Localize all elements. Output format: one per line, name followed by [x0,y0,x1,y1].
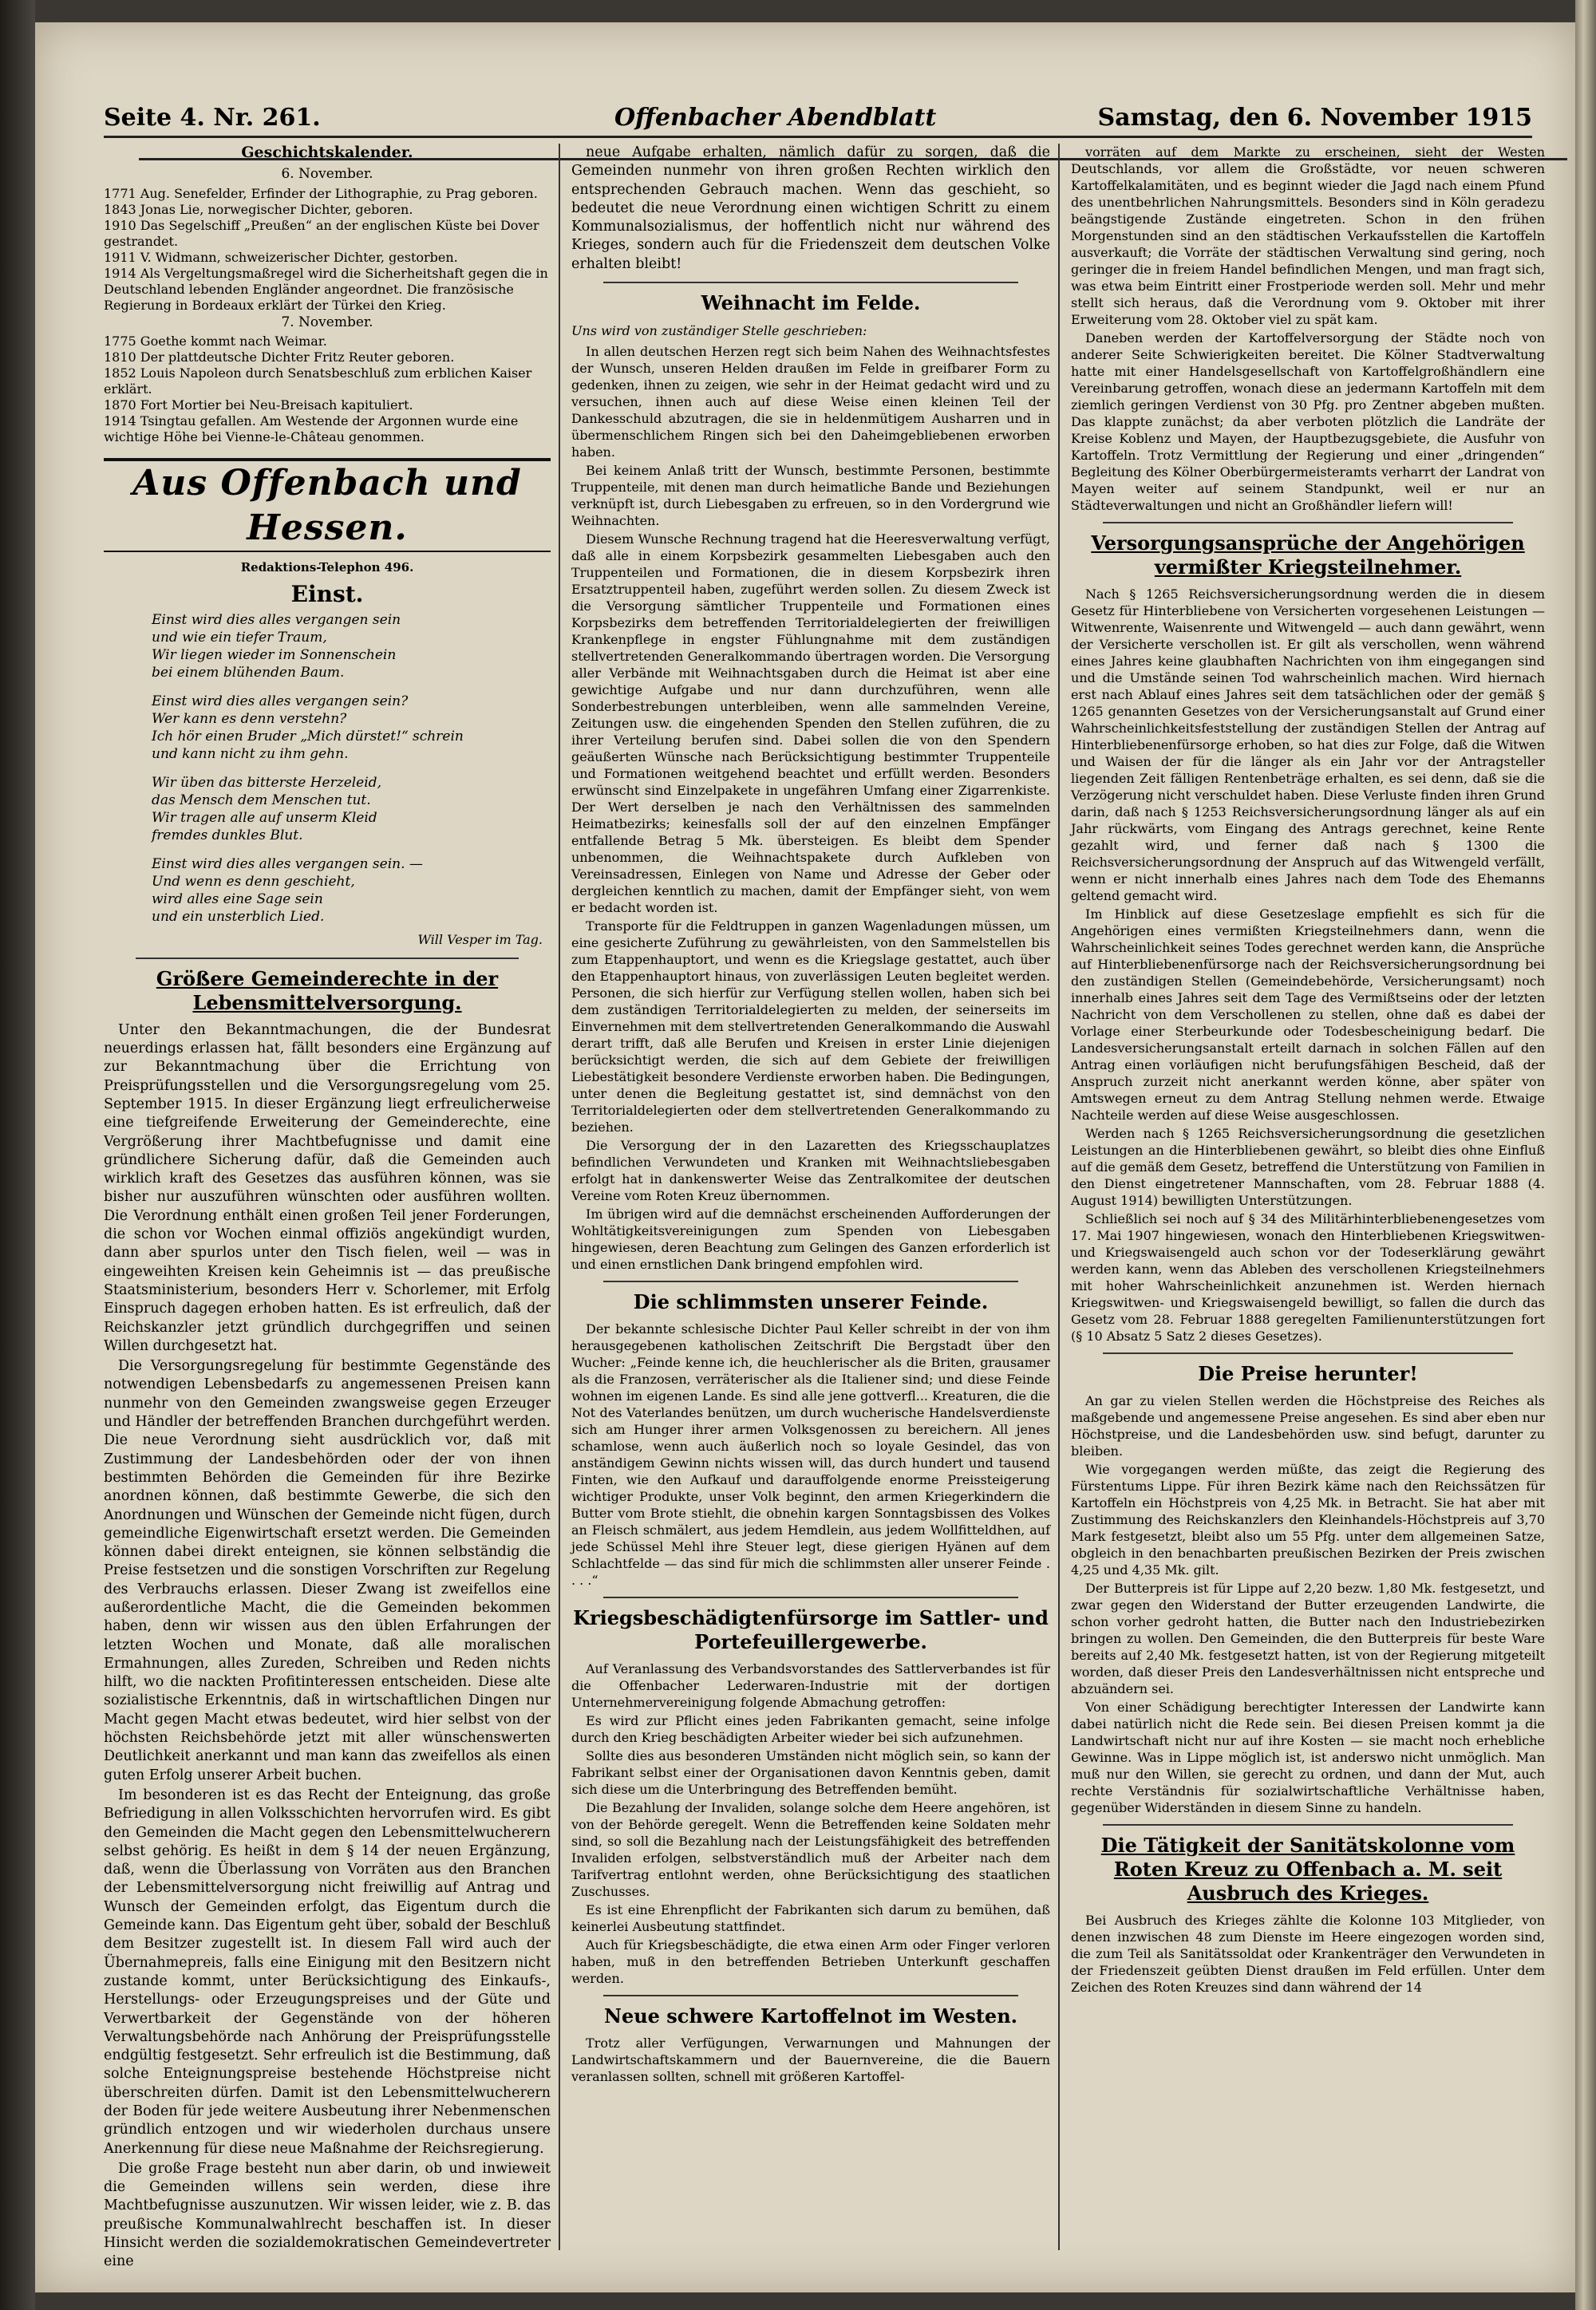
article-paragraph: Im Hinblick auf diese Gesetzeslage empfiehlt es sich für die Angehörigen eines vermißten Kriegsteilnehmers dann, wenn die Wahrscheinlichkeit seines Todes gerechnet werden kann, die Ansprüche auf Hinterbliebenenfürsorge nach der Reichsversicherungsordnung bei den zuständigen Stellen (Gemeindebehörde, Versicherungsamt) noch innerhalb eines Jahres seit dem Tage des Vermißtseins oder der letzten Nachricht von dem Verschollenen zu stellen, ohne daß es dabei der Vorlage einer Sterbeurkunde oder Todesbescheinigung bedarf. Die Landesversicherungsanstalt erteilt darnach in solchen Fällen auf den Antrag einen vorläufigen nicht berufungsfähigen Bescheid, daß der Anspruch zurzeit nicht anerkannt werden könne, aber später von Amtswegen erneut zu dem Antrag Stellung nehmen werde. Etwaige Nachteile werden auf diese Weise ausgeschlossen. [1071,906,1545,1123]
article-paragraph: Werden nach § 1265 Reichsversicherungsordnung die gesetzlichen Leistungen an die Hinterbliebenen gewährt, so bleibt dies ohne Einfluß auf die gemäß dem Gesetz, betreffend die Unterstützung von Familien in den Dienst eingetretener Mannschaften, vom 28. Februar 1888 (4. August 1914) bewilligten Unterstützungen. [1071,1126,1545,1208]
article-title-sanitaet: Die Tätigkeit der Sanitätskolonne vom Roten Kreuz zu Offenbach a. M. seit Ausbruch des Krieges. [1100,1834,1515,1905]
article-title-kartoffel: Neue schwere Kartoffelnot im Westen. [604,2004,1017,2028]
poem-line: und wie ein tiefer Traum, [152,630,327,646]
article-paragraph: Die Bezahlung der Invaliden, solange solche dem Heere angehören, ist von der Behörde geregelt. Wenn die Betreffenden keine Soldaten mehr sind, so soll die Bezahlung nach der Leistungsfähigkeit des betreffenden Invaliden erfolgen, selbstverständlich muß der Arbeiter nach dem Tarifvertrag entlohnt werden, ohne Berücksichtigung des staatlichen Zuschusses. [571,1800,1050,1900]
article-paragraph: Sollte dies aus besonderen Umständen nicht möglich sein, so kann der Fabrikant selbst einer der Organisationen davon Kenntnis geben, damit sich diese um die Unterbringung des Betreffenden bemüht. [571,1748,1050,1798]
kalender-item: 1810 Der plattdeutsche Dichter Fritz Reuter geboren. [104,349,455,365]
redaktions-telefon: Redaktions-Telephon 496. [240,559,414,575]
poem-line: Und wenn es denn geschieht, [152,874,355,890]
poem-line: und kann nicht zu ihm gehn. [152,746,349,763]
article-paragraph: Bei keinem Anlaß tritt der Wunsch, bestimmte Personen, bestimmte Truppenteile, mit denen man durch heimatliche Bande und Beziehungen verknüpft ist, durch Liebesgaben zu erfreuen, so in den Vordergrund wie Weihnachten. [571,463,1050,529]
article-paragraph: Auf Veranlassung des Verbandsvorstandes des Sattlerverbandes ist für die Offenbacher Lederwaren-Industrie mit der dortigen Unternehmervereinigung folgende Abmachung getroffen: [571,1661,1050,1711]
poem-line: und ein unsterblich Lied. [152,909,325,926]
article-paragraph: Bei Ausbruch des Krieges zählte die Kolonne 103 Mitglieder, von denen inzwischen 48 zum Dienste im Heere eingezogen worden sind, die zum Teil als Sanitätssoldat oder Krankenträger den Verwundeten in der Friedenszeit geübten Dienst draußen im Feld erfüllen. Unter dem Zeichen des Roten Kreuzes sind dann während der 14 [1071,1913,1545,1995]
article-paragraph: Unter den Bekanntmachungen, die der Bundesrat neuerdings erlassen hat, fällt besonders eine Ergänzung auf zur Bekanntmachung über die Errichtung von Preisprüfungsstellen und die Versorgungsregelung vom 25. September 1915. In dieser Ergänzung liegt erfreulicherweise eine tiefgreifende Erweiterung der Gemeinderechte, eine Vergrößerung ihrer Machtbefugnisse und damit eine gründlichere Sicherung dafür, daß die Gemeinden auch wirklich kraft des Gesetzes das ausführen können, was sie bisher nur auszuführen wünschten oder ausführen wollten. Die Verordnung enthält einen großen Teil jener Forderungen, die schon vor Wochen einmal offiziös angekündigt wurden, dann aber spurlos unter den Tisch fielen, weil — was in eingeweihten Kreisen kein Geheimnis ist — das preußische Staatsministerium, besonders Herr v. Schorlemer, mit Erfolg Einspruch dagegen erhoben hatten. Es ist erfreulich, daß der Reichskanzler jetzt gründlich durchgegriffen und seinen Willen durchgesetzt hat. [104,1021,551,1354]
article-paragraph: Im übrigen wird auf die demnächst erscheinenden Aufforderungen der Wohltätigkeitsvereinigungen zum Spenden von Liebesgaben hingewiesen, deren Beachtung zum Gelingen des Ganzen erforderlich ist und einen ernstlichen Dank bringend empfohlen wird. [571,1206,1050,1273]
kalender-item: 1843 Jonas Lie, norwegischer Dichter, geboren. [104,201,413,217]
divider [603,1597,1018,1598]
article-title-weihnacht: Weihnacht im Felde. [701,291,921,315]
article-paragraph: Wie vorgegangen werden müßte, das zeigt die Regierung des Fürstentums Lippe. Für ihren Bezirk käme nach den Reichssätzen für Kartoffeln ein Höchstpreis von 4,25 Mk. in Betracht. Sie hat aber mit Zustimmung des Reichskanzlers den Kleinhandels-Höchstpreis auf 3,70 Mark festgesetzt, bleibt also um 55 Pfg. unter dem allgemeinen Satze, obgleich in den benachbarten preußischen Bezirken der Preis zwischen 4,25 und 4,35 Mk. gilt. [1071,1462,1545,1578]
divider [136,958,519,959]
kalender-item: 1771 Aug. Senefelder, Erfinder der Lithographie, zu Prag geboren. [104,185,538,201]
article-paragraph: Nach § 1265 Reichsversicherungsordnung werden die in diesem Gesetz für Hinterbliebene von Versicherten vorgesehenen Leistungen — Witwenrente, Waisenrente und Witwengeld — auch dann gewährt, wenn der Versicherte verschollen ist. Er gilt als verschollen, wenn während eines Jahres keine glaubhaften Nachrichten von ihm eingegangen sind und die Umstände seinen Tod wahrscheinlich machen. Wird hiernach erst nach Ablauf eines Jahres seit dem tatsächlichen oder der gemäß § 1265 genannten Gesetzes von der Versicherungsanstalt auf Grund einer Wahrscheinlichkeitsfeststellung der zuständigen Stellen der Antrag auf Hinterbliebenenfürsorge erhoben, so hat dies zur Folge, daß die Witwen und Waisen der für die länger als ein Jahr vor der Antragsteller liegenden Zeit fälligen Rentenbeträge erhalten, es sei denn, daß sie die Verzögerung nicht verschuldet haben. Diese Verluste finden ihren Grund darin, daß nach § 1253 Reichsversicherungsordnung länger als auf ein Jahr rückwärts, vom Eingang des Antrags gerechnet, keine Rente gezahlt wird, und ferner daß nach § 1300 die Reichsversicherungsordnung der Anspruch auf das Witwengeld verfällt, wenn er nicht innerhalb eines Jahres nach dem Tode des Ehemanns geltend gemacht wird. [1071,586,1545,903]
divider [1103,522,1513,523]
column-3 [1058,144,1545,2250]
poem-line: Wir tragen alle auf unserm Kleid [152,810,377,827]
article-title-feinde: Die schlimmsten unserer Feinde. [633,1290,989,1314]
column-1 [104,144,551,2270]
poem-line: wird alles eine Sage sein [152,891,323,908]
poem-line: Einst wird dies alles vergangen sein? [152,693,409,710]
newspaper-title: Offenbacher Abendblatt [614,104,937,132]
article-paragraph: Der Butterpreis ist für Lippe auf 2,20 bezw. 1,80 Mk. festgesetzt, und zwar gegen den Widerstand der Butter erzeugenden Landwirte, die schon vorher gedroht hatten, die Butter nach den Industriebezirken bringen zu wollen. Den Gemeinden, die den Butterpreis für beste Ware bereits auf 2,40 Mk. festgesetzt hatten, ist von der Regierung mitgeteilt worden, daß dieser Preis den Landesverhältnissen nicht entspreche und abzuändern sei. [1071,1581,1545,1696]
divider [603,282,1018,283]
article-paragraph: Diesem Wunsche Rechnung tragend hat die Heeresverwaltung verfügt, daß alle in einem Korpsbezirk gesammelten Liebesgaben auch den Truppenteilen und Formationen, die in diesem Korpsbezirk ihren Ersatztruppenteil haben, zugeführt werden sollen. Zu diesem Zweck ist die Versorgung sämtlicher Truppenteile und Formationen eines Korpsbezirks dem betreffenden Territorialdelegierten der freiwilligen Krankenpflege in engster Fühlungnahme mit dem zuständigen stellvertretenden Generalkommando übertragen worden. Die Versorgung aller Verbände mit Weihnachtsgaben durch die Heimat ist aber eine gewichtige Aufgabe und nur dann durchzuführen, wenn alle Sonderbestrebungen unterbleiben, wenn alle sammelnden Vereine, Zeitungen usw. die eingehenden Spenden den Stellen zuführen, die zu ihrer Verteilung berufen sind. Dabei sollen die von den Spendern geäußerten Wünsche nach Berücksichtigung bestimmter Truppenteile und Formationen weitgehend beachtet und erfüllt werden. Besonders erwünscht sind Einzelpakete in ungefähren Umfang einer Zigarrenkiste. Der Wert derselben je nach den Verhältnissen des sammelnden Heimatbezirks; keinesfalls soll der auf den einzelnen Empfänger entfallende Betrag 5 Mk. übersteigen. Es bleibt dem Spender unbenommen, die Weihnachtspakete durch Aufkleben von Vereinsadressen, Einlegen von Name und Adresse der Geber oder dergleichen kenntlich zu machen, damit der Empfänger sieht, von wem er bedacht worden ist. [571,531,1050,916]
kalender-item: 1911 V. Widmann, schweizerischer Dichter, gestorben. [104,249,458,265]
poem-line: Wir üben das bitterste Herzeleid, [152,775,381,792]
article-paragraph: vorräten auf dem Markte zu erscheinen, sieht der Westen Deutschlands, vor allem die Großstädte, vor neuen schweren Kartoffelkalamitäten, und es beginnt wieder die Jagd nach einem Pfund des unentbehrlichen Nahrungsmittels. Besonders sind in Köln geradezu beängstigende Zustände eingetreten. Schon in den frühen Morgenstunden sind an den städtischen Verkaufsstellen die Kartoffeln ausverkauft; die Vorräte der städtischen Verwaltung sind gering, noch geringer die in freiem Handel befindlichen Mengen, und man fragt sich, was etwa beim Eintritt einer Frostperiode werden soll. Mehr und mehr stellt sich heraus, daß die Verordnung vom 9. Oktober mit ihrer Erweiterung vom 28. Oktober viel zu spät kam. [1071,144,1545,327]
kalender-item: 1852 Louis Napoleon durch Senatsbeschluß zum erblichen Kaiser erklärt. [104,365,532,397]
kalender-date-2: 7. November. [281,314,373,330]
article-paragraph: Es ist eine Ehrenpflicht der Fabrikanten sich darum zu bemühen, daß keinerlei Ausbeutung stattfindet. [571,1902,1050,1935]
poem-line: das Mensch dem Menschen tut. [152,792,371,809]
poem-line: Wir liegen wieder im Sonnenschein [152,647,397,664]
poem-line: bei einem blühenden Baum. [152,665,345,681]
article-title-versorgung: Versorgungsansprüche der Angehörigen vermißter Kriegsteilnehmer. [1091,531,1525,578]
article-paragraph: Es wird zur Pflicht eines jeden Fabrikanten gemacht, seine infolge durch den Krieg beschädigten Arbeiter wieder bei sich aufzunehmen. [571,1713,1050,1746]
kalender-date-1: 6. November. [281,166,373,183]
article-paragraph: Trotz aller Verfügungen, Verwarnungen und Mahnungen der Landwirtschaftskammern und der Bauernvereine, die die Bauern veranlassen sollten, schnell mit größeren Kartoffel- [571,2036,1050,2085]
kalender-title: Geschichtskalender. [241,144,413,161]
kalender-item: 1914 Als Vergeltungsmaßregel wird die Sicherheitshaft gegen die in Deutschland lebenden Engländer angeordnet. Die französische Regierung in Bordeaux erklärt der Türkei den Krieg. [104,265,548,313]
scan-gutter [0,0,35,2310]
article-paragraph: Der bekannte schlesische Dichter Paul Keller schreibt in der von ihm herausgegebenen katholischen Zeitschrift Die Bergstadt über den Wucher: „Feinde kenne ich, die heuchlerischer als die Briten, grausamer als die Franzosen, verräterischer als die Italiener sind; und diese Feinde wohnen im eigenen Lande. Es sind alle jene gottverfl... Kreaturen, die die Not des Vaterlandes benützen, um durch wucherische Handelsverdienste sich am Hunger ihrer armen Volksgenossen zu bereichern. All jenes schamlose, wenn auch äußerlich noch so loyale Gesindel, das von anständigem Gewinn nichts wissen will, das durch hundert und tausend Finten, wie den Aufkauf und darauffolgende enorme Preissteigerung wichtiger Produkte, unser Volk beginnt, den armen Kriegerkindern die Butter vom Brote stiehlt, die obnehin kargen Sonntagsbissen des Volkes an Fleisch schmälert, aus jedem Hemdlein, aus jedem Wollfitteldhen, auf jede Schüssel Mehl ihre Steuer legt, diese gierigen Hyänen auf dem Schlachtfelde — das sind für mich die schlimmsten aller unserer Feinde . . . .“ [571,1321,1050,1589]
article-paragraph: In allen deutschen Herzen regt sich beim Nahen des Weihnachtsfestes der Wunsch, unseren Helden draußen im Felde in greifbarer Form zu gedenken, ihnen zu zeigen, wie sehr in der Heimat gedacht wird und zu versuchen, ihnen auch auf diese Weise einen kleinen Teil der Dankesschuld abzutragen, die sie in heldenmütigem Ausharren und in übermenschlichem Ringen sich bei den Daheimgebliebenen erworben haben. [571,344,1050,460]
poem-line: fremdes dunkles Blut. [152,827,303,844]
poem-line: Einst wird dies alles vergangen sein. — [152,856,423,873]
article-paragraph: An gar zu vielen Stellen werden die Höchstpreise des Reiches als maßgebende und angemessene Preise angesehen. Es sind aber eben nur Höchstpreise, und die Landesbehörden usw. sind befugt, darunter zu bleiben. [1071,1393,1545,1459]
divider [603,1995,1018,1996]
poem-author: Will Vesper im Tag. [417,932,543,948]
article-title-preise: Die Preise herunter! [1198,1362,1418,1385]
article-paragraph: Die Versorgung der in den Lazaretten des Kriegsschauplatzes befindlichen Verwundeten und Kranken mit Weihnachtsliebesgaben erfolgt hat in dankenswerter Weise das Zentralkomitee der deutschen Vereine vom Roten Kreuz übernommen. [571,1138,1050,1204]
article-paragraph: Von einer Schädigung berechtigter Interessen der Landwirte kann dabei natürlich nicht die Rede sein. Bei diesen Preisen kommt ja die Landwirtschaft nicht nur auf ihre Kosten — sie macht noch erhebliche Gewinne. Was in Lippe möglich ist, ist anderswo nicht unmöglich. Man muß nur den Willen, sie gerecht zu ordnen, und dann der Mut, auch rechte Verständnis für sozialwirtschaftliche Verhältnisse haben, gegenüber Widerständen in diesem Sinne zu handeln. [1071,1700,1545,1815]
article-paragraph: Auch für Kriegsbeschädigte, die etwa einen Arm oder Finger verloren haben, muß in den betreffenden Betrieben Unterkunft geschaffen werden. [571,1937,1050,1987]
poem-line: Wer kann es denn verstehn? [152,711,347,728]
article-paragraph: Daneben werden der Kartoffelversorgung der Städte noch von anderer Seite Schwierigkeiten bereitet. Die Kölner Stadtverwaltung hatte mit einer Handelsgesellschaft von Kartoffelgroßhändlern eine Vereinbarung getroffen, wonach diese an jedermann Kartoffeln mit dem ziemlich geringen Verdienst von 30 Pfg. pro Zentner abgeben mußten. Das klappte zunächst; da aber verboten plötzlich die Landräte der Kreise Koblenz und Mayen, der Hauptbezugsgebiete, die Ausfuhr von Kartoffeln. Trotz Vermittlung der Regierung und einer „dringenden“ Begleitung des Kölner Oberbürgermeisteramts verharrt der Landrat von Mayen weiter auf seinem Standpunkt, weil er nur an Städteverwaltungen und nicht an Großhändler liefern will! [1071,330,1545,513]
column-2 [559,144,1050,2250]
article-paragraph: Transporte für die Feldtruppen in ganzen Wagenladungen müssen, um eine gesicherte Zuführung zu gewährleisten, von den Sammelstellen bis zum Etappenhauptort, und wenn es die Kriegslage gestattet, auch über den Etappenhauptort hinaus, von zuverlässigen Leuten begleitet werden. Personen, die sich hierfür zur Verfügung stellen wollen, haben sich bei dem zuständigen Territorialdelegierten zu melden, der seinerseits im Einvernehmen mit dem stellvertretenden Generalkommando die Auswahl derart trifft, daß alle Berufen und Kreisen in erster Linie diejenigen berücksichtigt werden, die sich auf dem Gebiete der freiwilligen Liebestätigkeit besondere Verdienste erworben haben. Die Bedingungen, unter denen die Begleitung gestattet ist, sind demnächst von den Territorialdelegierten oder dem stellvertretenden Generalkommando zu beziehen. [571,918,1050,1135]
poem-title: Einst. [290,581,364,608]
article-paragraph: Schließlich sei noch auf § 34 des Militärhinterbliebenengesetzes vom 17. Mai 1907 hingewiesen, wonach den Hinterbliebenen Kriegswitwen- und Kriegswaisengeld auch schon vor der Todeserklärung gewährt werden kann, wenn das Ableben des verschollenen Kriegsteilnehmers mit hoher Wahrscheinlichkeit anzunehmen ist. Werden hiernach Kriegswitwen- und Kriegswaisengeld bewilligt, so fallen die durch das Gesetz vom 28. Februar 1888 geregelten Familienunterstützungen fort (§ 10 Absatz 5 Satz 2 dieses Gesetzes). [1071,1211,1545,1344]
article-paragraph: neue Aufgabe erhalten, nämlich dafür zu sorgen, daß die Gemeinden nunmehr von ihren großen Rechten wirklich den entsprechenden Gebrauch machen. Wenn das geschieht, so bedeutet die neue Verordnung einen wichtigen Schritt zu einem Kommunalsozialismus, der hoffentlich nicht nur während des Krieges, sondern auch für die Friedenszeit dem deutschen Volke erhalten bleibt! [571,144,1050,272]
article-paragraph: Die große Frage besteht nun aber darin, ob und inwieweit die Gemeinden willens sein werden, diese ihre Machtbefugnisse auszunutzen. Wir wissen leider, wie z. B. das preußische Kommunalwahlrecht beschaffen ist. In dieser Hinsicht werden die sozialdemokratischen Gemeindevertreter eine [104,2160,551,2270]
page-number: Seite 4. Nr. 261. [104,104,321,132]
article-paragraph: Die Versorgungsregelung für bestimmte Gegenstände des notwendigen Lebensbedarfs zu angemessenen Preisen kann nunmehr von den Gemeinden zwangsweise gegen Erzeuger und Händler der betreffenden Branchen durchgeführt werden. Die neue Verordnung sieht ausdrücklich vor, daß mit Zustimmung der Landesbehörden oder der von ihnen bestimmten Behörden die Gemeinden für ihre Bezirke anordnen können, daß bestimmte Gewerbe, die sich den Anordnungen und Wünschen der Gemeinde nicht fügen, durch gemeindliche Eigenwirtschaft ersetzt werden. Die Gemeinden können dabei direkt enteignen, sie können selbständig die Preise festsetzen und die sonstigen Vorschriften zur Regelung des Verbrauchs erlassen. Dieser Zwang ist zweifellos eine außerordentliche Macht, die die Gemeinden bekommen haben, denn wir wissen aus den üblen Erfahrungen der letzten Wochen und Monate, daß alle moralischen Ermahnungen, alles Zureden, Schreiben und Reden nichts hilft, wo die nackten Profitinteressen entscheiden. Diese alte sozialistische Erkenntnis, daß in wirtschaftlichen Dingen nur Macht gegen Macht etwas bedeutet, wird hier selbst von der höchsten Reichsbehörde jetzt mit aller wünschenswerten Deutlichkeit anerkannt und man kann das zweifellos als einen guten Erfolg unserer Arbeit buchen. [104,1358,551,1783]
kalender-item: 1914 Tsingtau gefallen. Am Westende der Argonnen wurde eine wichtige Höhe bei Vienne-le-Château genommen. [104,413,519,444]
kalender-item: 1775 Goethe kommt nach Weimar. [104,333,327,349]
kalender-item: 1910 Das Segelschiff „Preußen“ an der englischen Küste bei Dover gestrandet. [104,217,539,249]
divider [1103,1824,1513,1826]
divider [1103,1352,1513,1354]
masthead-line [104,80,1532,138]
kalender-item: 1870 Fort Mortier bei Neu-Breisach kapituliert. [104,397,413,413]
poem-line: Einst wird dies alles vergangen sein [152,612,401,629]
poem-line: Ich hör einen Bruder „Mich dürstet!“ schrein [152,729,464,745]
section-headline: Aus Offenbach und Hessen. [104,458,551,552]
article-paragraph: Im besonderen ist es das Recht der Enteignung, das große Befriedigung in allen Volksschichten hervorrufen wird. Es gibt den Gemeinden die Macht gegen den Lebensmittelwucherern selbst gehörig. Es heißt in dem § 14 der neuen Ergänzung, daß, wenn die Überlassung von Vorräten aus den Branchen der Lebensmittelversorgung nicht freiwillig auf Antrag und Wunsch der Gemeinden erfolgt, das Eigentum durch die Gemeinde kann. Das Eigentum geht über, sobald der Beschluß dem Besitzer zugestellt ist. In diesem Fall wird auch der Übernahmepreis, falls eine Einigung mit den Besitzern nicht zustande kommt, unter Berücksichtigung des Einkaufs-, Herstellungs- oder Erzeugungspreises und der Güte und Verwertbarkeit der Gegenstände von der höheren Verwaltungsbehörde nach Anhörung der Preisprüfungsstelle endgültig festgesetzt. Sehr erfreulich ist die Bestimmung, daß solche Enteignungspreise bestehende Höchstpreise nicht überschreiten dürfen. Damit ist den Lebensmittelwucherern der Boden für jede weitere Ausbeutung ihrer Nebenmenschen gründlich entzogen und wir wiederholen durchaus unsere Anerkennung für diese neue Maßnahme der Reichsregierung. [104,1787,551,2157]
divider [603,1281,1018,1282]
scan-page-edge [1575,0,1596,2310]
article-title-sattler: Kriegsbeschädigtenfürsorge im Sattler- und Portefeuillergewerbe. [573,1606,1049,1654]
article-title-gemeinderechte: Größere Gemeinderechte in der Lebensmittelversorgung. [156,966,499,1014]
issue-date: Samstag, den 6. November 1915 [1097,104,1532,132]
article-subtitle: Uns wird von zuständiger Stelle geschrieben: [571,323,867,339]
